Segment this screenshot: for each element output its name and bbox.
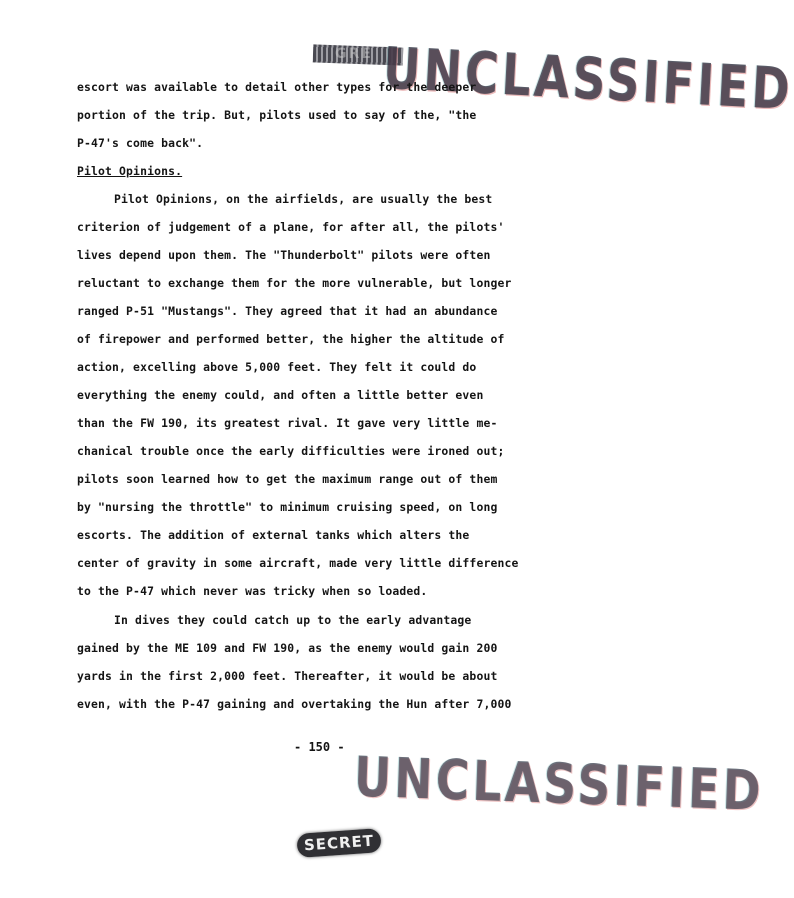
text-line: reluctant to exchange them for the more vulnerable, but longer: [77, 276, 512, 290]
text-line: lives depend upon them. The "Thunderbolt" pilots were often: [77, 248, 491, 262]
text-line: escort was available to detail other types for the deeper: [77, 80, 477, 94]
text-line: gained by the ME 109 and FW 190, as the enemy would gain 200: [77, 641, 498, 655]
unclassified-stamp-bottom: UNCLASSIFIED: [352, 744, 765, 824]
text-line: center of gravity in some aircraft, made very little difference: [77, 556, 519, 570]
text-line: by "nursing the throttle" to minimum cruising speed, on long: [77, 500, 498, 514]
text-line: portion of the trip. But, pilots used to say of the, "the: [77, 108, 477, 122]
text-line: of firepower and performed better, the higher the altitude of: [77, 332, 505, 346]
text-line: even, with the P-47 gaining and overtaking the Hun after 7,000: [77, 697, 512, 711]
text-line: action, excelling above 5,000 feet. They felt it could do: [77, 360, 477, 374]
stamp-fragment: GRE: [335, 46, 373, 62]
page-number: - 150 -: [294, 740, 345, 754]
text-line: criterion of judgement of a plane, for after all, the pilots': [77, 220, 505, 234]
text-line: chanical trouble once the early difficulties were ironed out;: [77, 444, 505, 458]
secret-stamp-label: SECRET: [303, 831, 375, 855]
paragraph-first-line: Pilot Opinions, on the airfields, are usually the best: [114, 192, 493, 206]
text-line: yards in the first 2,000 feet. Thereafter, it would be about: [77, 669, 498, 683]
secret-stamp: [296, 828, 381, 858]
unclassified-stamp-top: UNCLASSIFIED: [381, 34, 794, 123]
text-line: escorts. The addition of external tanks which alters the: [77, 528, 470, 542]
text-line: P-47's come back".: [77, 136, 204, 150]
text-line: to the P-47 which never was tricky when so loaded.: [77, 584, 428, 598]
text-line: than the FW 190, its greatest rival. It gave very little me-: [77, 416, 498, 430]
section-heading: Pilot Opinions.: [77, 164, 183, 178]
text-line: ranged P-51 "Mustangs". They agreed that it had an abundance: [77, 304, 498, 318]
text-line: pilots soon learned how to get the maximum range out of them: [77, 472, 498, 486]
text-line: everything the enemy could, and often a little better even: [77, 388, 484, 402]
paragraph-first-line: In dives they could catch up to the early advantage: [114, 613, 472, 627]
